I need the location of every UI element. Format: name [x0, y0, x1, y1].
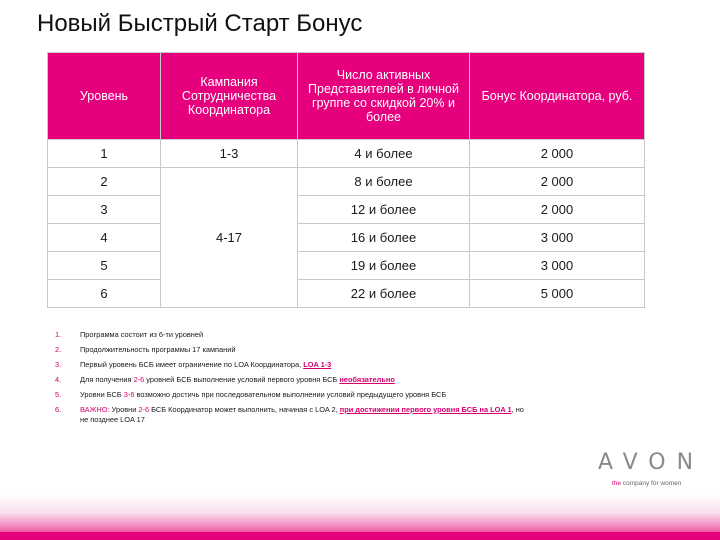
cell-level: 6: [48, 280, 161, 308]
note-highlight: 2-6: [138, 405, 150, 414]
cell-active: 4 и более: [298, 140, 470, 168]
note-number: 3.: [55, 360, 62, 369]
note-text: БСБ Координатор может выполнить, начиная с LOA 2,: [149, 405, 340, 414]
note-important-label: ВАЖНО:: [80, 405, 110, 414]
list-item: [55, 390, 525, 400]
tagline-prefix: the: [612, 480, 623, 487]
note-text: , но не позднее LOA 17: [80, 405, 524, 424]
note-text: Продолжительность программы 17 кампаний: [80, 345, 236, 354]
footer-accent-line: [0, 532, 720, 540]
note-highlight: 2-6: [133, 375, 145, 384]
table-row: [48, 140, 645, 168]
note-number: 5.: [55, 390, 62, 399]
cell-level: 4: [48, 224, 161, 252]
table-row: [48, 280, 645, 308]
note-highlight: 3-6: [123, 390, 135, 399]
table-row: [48, 224, 645, 252]
note-text: уровней БСБ выполнение условий первого уровня БСБ: [144, 375, 340, 384]
avon-logo: AVON: [598, 450, 705, 475]
cell-level: 2: [48, 168, 161, 196]
tagline-text: company for women: [622, 480, 682, 487]
note-number: 2.: [55, 345, 62, 354]
header-campaign: Кампания Сотрудничества Координатора: [161, 53, 298, 140]
note-number: 1.: [55, 330, 62, 339]
cell-bonus: 3 000: [470, 224, 645, 252]
page-title: Новый Быстрый Старт Бонус: [37, 10, 363, 37]
cell-campaign-merged: 4-17: [161, 168, 298, 308]
table-header-row: [48, 53, 645, 140]
notes-list: [55, 330, 525, 430]
cell-bonus: 2 000: [470, 140, 645, 168]
cell-bonus: 3 000: [470, 252, 645, 280]
cell-level: 5: [48, 252, 161, 280]
note-text: Уровни БСБ: [80, 390, 124, 399]
list-item: [55, 405, 525, 425]
note-number: 4.: [55, 375, 62, 384]
cell-active: 16 и более: [298, 224, 470, 252]
cell-bonus: 5 000: [470, 280, 645, 308]
list-item: [55, 330, 525, 340]
optional-link[interactable]: необязательно: [339, 375, 395, 384]
list-item: [55, 360, 525, 370]
cell-active: 8 и более: [298, 168, 470, 196]
cell-level: 1: [48, 140, 161, 168]
note-text: Уровни: [109, 405, 139, 414]
note-text: Для получения: [80, 375, 134, 384]
cell-active: 19 и более: [298, 252, 470, 280]
bonus-table: [47, 52, 645, 308]
cell-bonus: 2 000: [470, 196, 645, 224]
table-row: [48, 196, 645, 224]
note-text: Программа состоит из 6-ти уровней: [80, 330, 204, 339]
brand-tagline: [612, 480, 681, 487]
note-text: Первый уровень БСБ имеет ограничение по LOA Координатора,: [80, 360, 304, 369]
header-active-reps: Число активных Представителей в личной группе со скидкой 20% и более: [298, 53, 470, 140]
table-row: [48, 252, 645, 280]
cell-campaign: 1-3: [161, 140, 298, 168]
list-item: [55, 345, 525, 355]
header-bonus: Бонус Координатора, руб.: [470, 53, 645, 140]
cell-active: 12 и более: [298, 196, 470, 224]
level-one-link[interactable]: при достижении первого уровня БСБ на LOA 1: [339, 405, 512, 414]
cell-level: 3: [48, 196, 161, 224]
cell-active: 22 и более: [298, 280, 470, 308]
note-number: 6.: [55, 405, 62, 414]
list-item: [55, 375, 525, 385]
note-text: возможно достичь при последовательном выполнении условий предыдущего уровня БСБ: [134, 390, 447, 399]
cell-bonus: 2 000: [470, 168, 645, 196]
table-row: [48, 168, 645, 196]
loa-link[interactable]: LOA 1-3: [303, 360, 332, 369]
header-level: Уровень: [48, 53, 161, 140]
